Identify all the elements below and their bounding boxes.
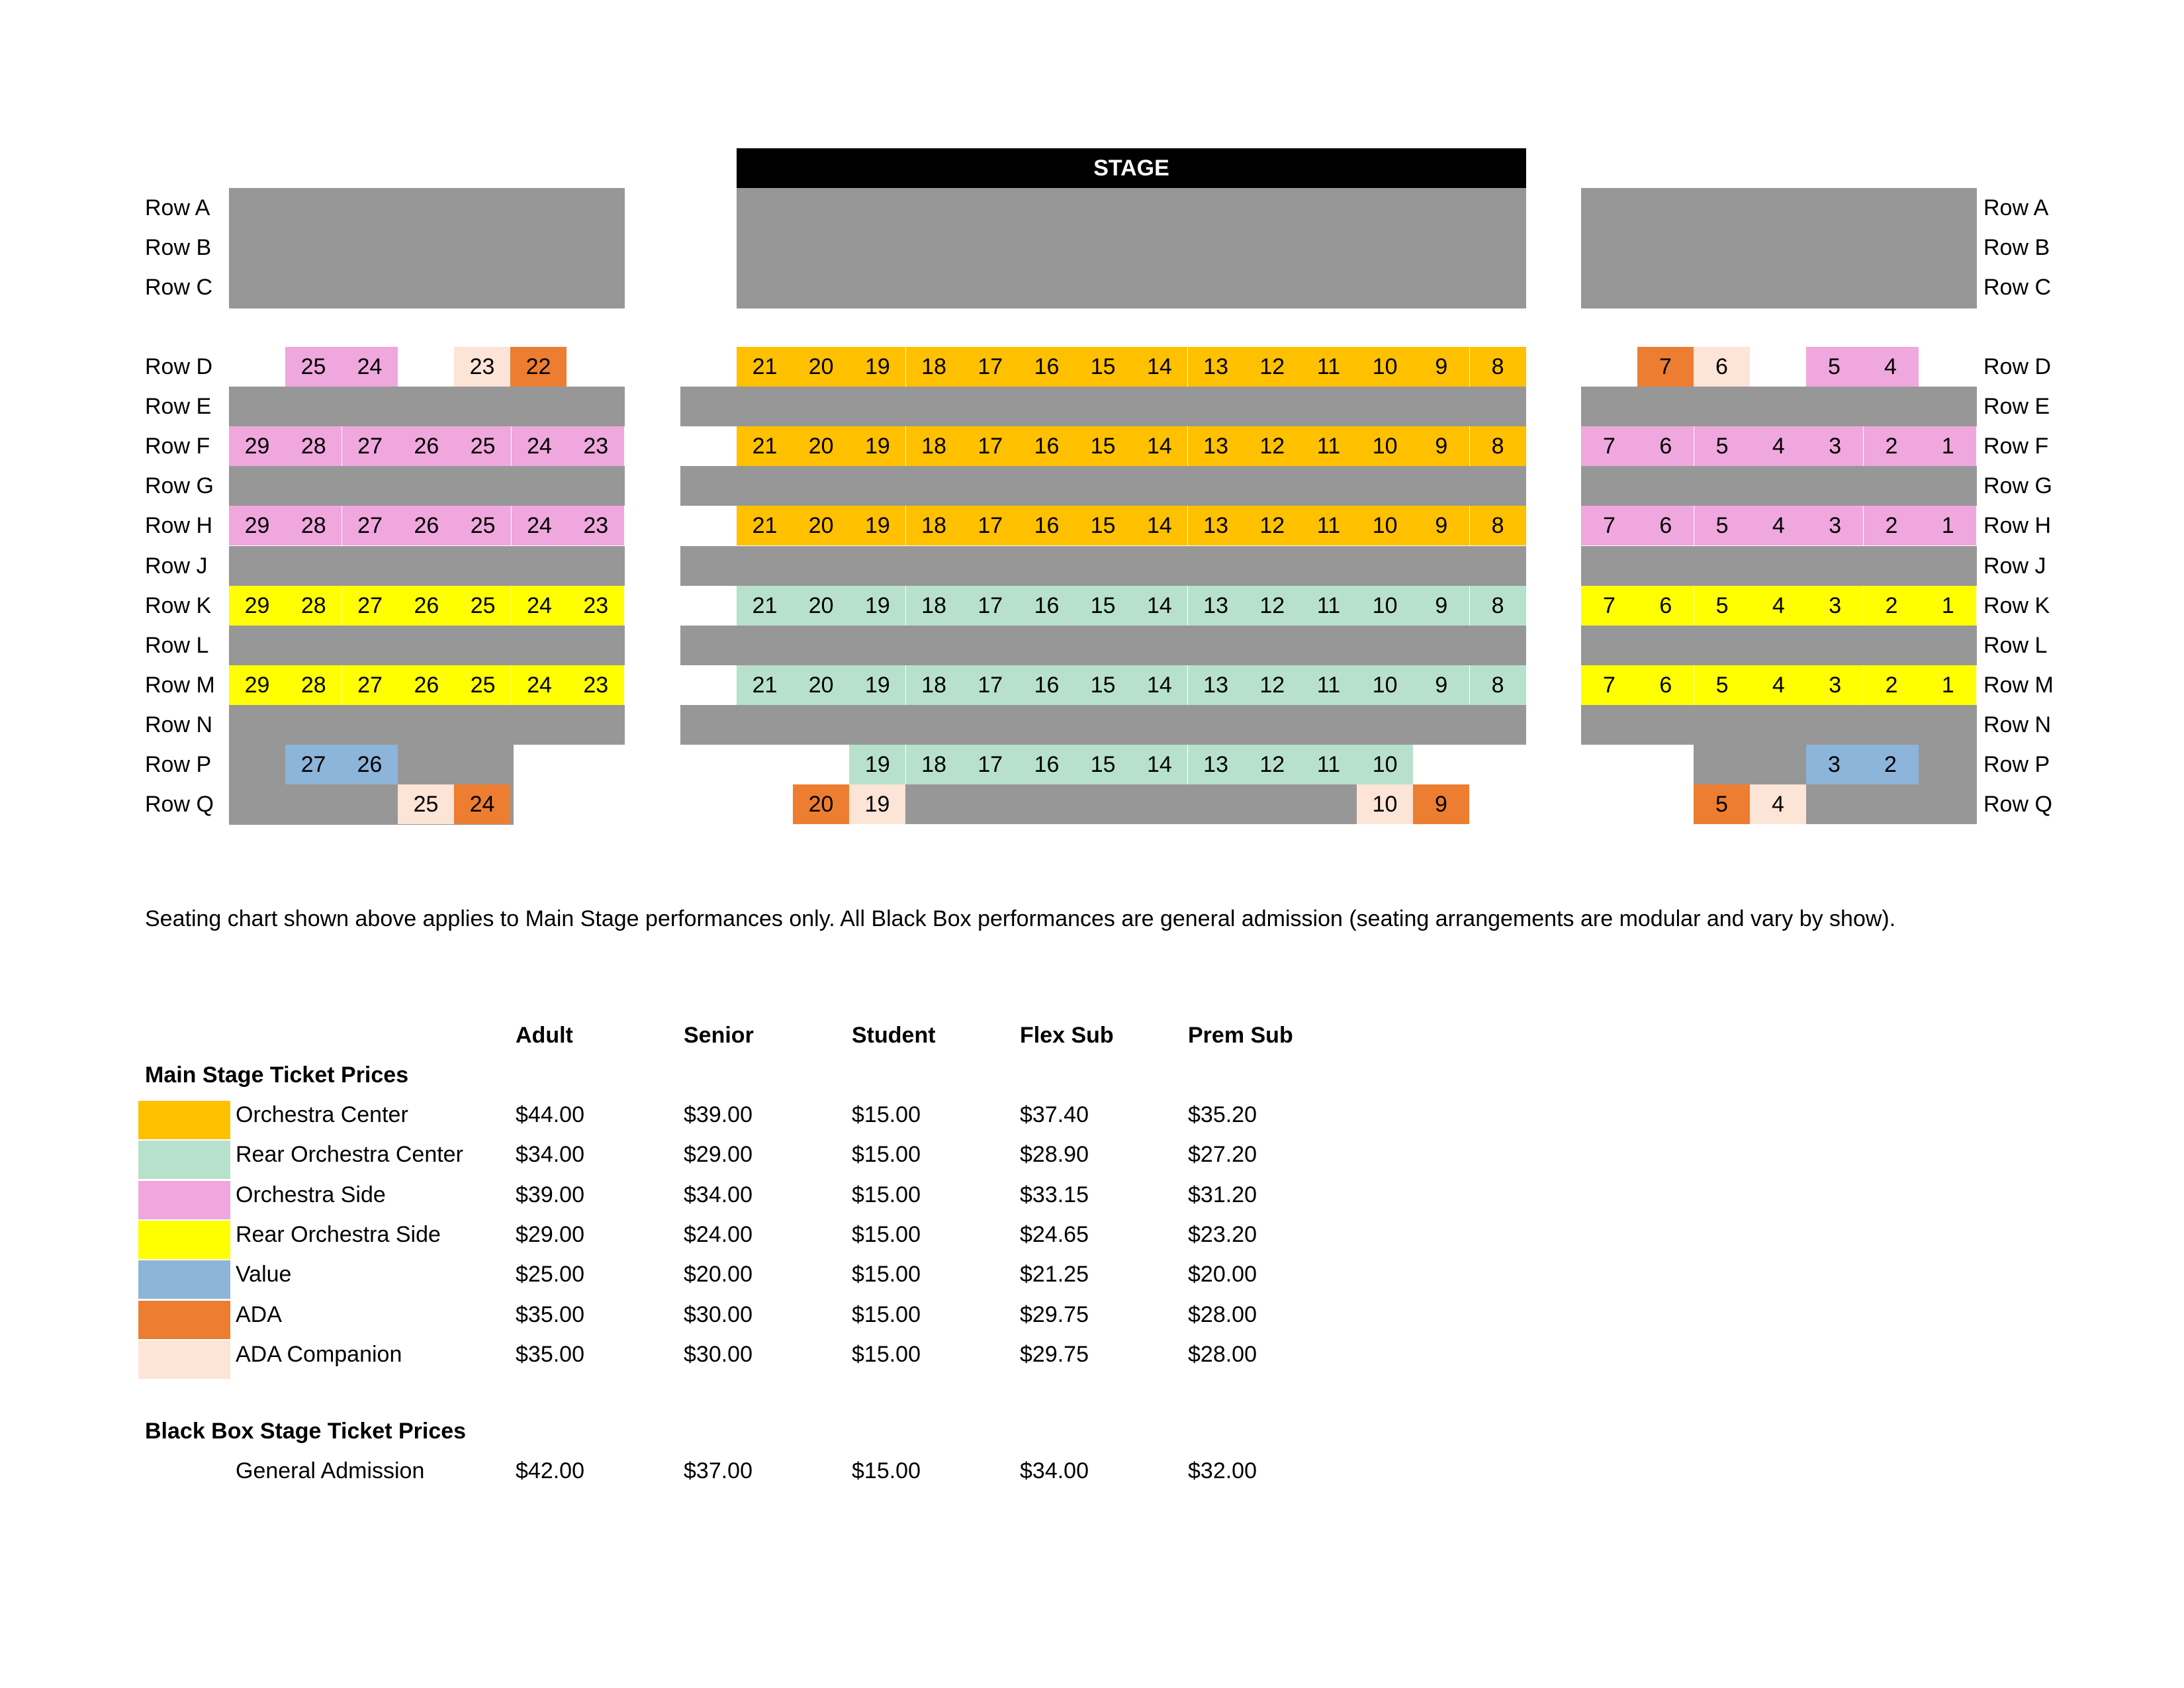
unavailable-block [680,546,1526,586]
seat: 19 [849,506,905,545]
seat: 25 [455,586,511,626]
legend-swatch [138,1141,230,1179]
seat: 11 [1300,506,1357,545]
price-category-name: Orchestra Center [236,1102,408,1127]
price-cell: $30.00 [684,1301,752,1327]
price-cell: $39.00 [516,1182,584,1207]
seat: 22 [510,347,567,387]
price-cell: $33.15 [1020,1182,1089,1207]
row-label-left: Row B [145,234,212,260]
seat: 17 [962,506,1019,545]
price-category-name: Rear Orchestra Side [236,1221,441,1247]
seat: 28 [285,586,341,626]
price-cell: $29.00 [684,1142,752,1168]
seat: 28 [285,426,341,466]
seat: 29 [229,506,285,545]
header-senior: Senior [684,1023,754,1048]
seat: 14 [1131,665,1187,705]
seat: 21 [737,586,793,626]
seat: 26 [398,426,455,466]
seat: 8 [1470,506,1526,545]
price-cell: $20.00 [684,1262,752,1288]
seat: 16 [1019,506,1075,545]
seat: 2 [1864,426,1920,466]
seat: 3 [1807,665,1863,705]
price-category-name: Value [236,1262,292,1288]
seat: 13 [1188,347,1244,387]
seat: 12 [1244,665,1300,705]
seat: 24 [341,347,398,387]
seat: 29 [229,426,285,466]
seat: 15 [1075,586,1131,626]
seat: 14 [1131,506,1187,545]
row-label-right: Row G [1983,473,2052,498]
price-cell: $35.00 [516,1301,584,1327]
price-cell: $29.00 [516,1221,584,1247]
unavailable-block [1581,188,1977,308]
seat: 26 [398,586,455,626]
row-label-left: Row P [145,751,212,777]
main-stage-title: Main Stage Ticket Prices [145,1062,409,1088]
legend-swatch [138,1260,230,1299]
seat: 23 [454,347,510,387]
price-cell: $24.65 [1020,1221,1089,1247]
seat: 17 [962,665,1019,705]
unavailable-block [737,188,1526,308]
price-cell: $15.00 [852,1221,921,1247]
price-cell: $30.00 [684,1341,752,1367]
seat: 8 [1470,586,1526,626]
seat: 27 [285,745,341,784]
price-category-name: Orchestra Side [236,1182,386,1207]
seat: 15 [1075,665,1131,705]
seat: 18 [906,586,962,626]
seat: 16 [1019,426,1075,466]
seat: 17 [962,586,1019,626]
seat: 28 [285,665,341,705]
seat: 26 [398,665,455,705]
seat: 12 [1244,506,1300,545]
unavailable-block [1581,387,1977,426]
seat: 6 [1694,347,1750,387]
row-label-left: Row C [145,274,213,300]
row-label-right: Row Q [1983,791,2052,817]
seat: 3 [1806,745,1862,784]
row-label-left: Row M [145,672,215,698]
seat: 3 [1807,506,1863,545]
price-cell: $42.00 [516,1458,584,1483]
price-cell: $27.20 [1188,1142,1257,1168]
row-label-left: Row L [145,632,209,658]
header-prem-sub: Prem Sub [1188,1023,1293,1048]
seat: 26 [398,506,455,545]
seat: 26 [341,745,398,784]
unavailable-block [229,466,625,506]
row-label-right: Row D [1983,353,2052,379]
seat: 21 [737,347,793,387]
seat: 27 [342,426,398,466]
seat: 18 [906,745,962,784]
seat: 9 [1413,506,1469,545]
seat: 2 [1864,506,1920,545]
black-box-title: Black Box Stage Ticket Prices [145,1419,467,1444]
unavailable-block [229,188,625,308]
price-cell: $37.00 [684,1458,752,1483]
unavailable-block [229,387,625,426]
seat: 1 [1920,426,1976,466]
seat: 9 [1413,426,1469,466]
seat: 15 [1075,347,1131,387]
seat: 23 [568,586,624,626]
seat: 18 [906,426,962,466]
seat: 4 [1751,506,1807,545]
seat: 4 [1750,784,1806,824]
seat: 25 [398,784,454,824]
seat: 14 [1131,745,1187,784]
unavailable-block [1581,626,1977,665]
price-cell: $34.00 [684,1182,752,1207]
row-label-left: Row K [145,592,212,618]
seat: 18 [906,347,962,387]
price-category-name: ADA Companion [236,1341,402,1367]
price-cell: $29.75 [1020,1301,1089,1327]
price-cell: $32.00 [1188,1458,1257,1483]
seat: 6 [1637,665,1694,705]
seat: 5 [1694,586,1751,626]
seat: 10 [1357,426,1413,466]
header-flex-sub: Flex Sub [1020,1023,1114,1048]
price-cell: $15.00 [852,1182,921,1207]
price-cell: $29.75 [1020,1341,1089,1367]
seat: 12 [1244,426,1300,466]
unavailable-block [680,626,1526,665]
seat: 25 [455,506,511,545]
seat: 2 [1862,745,1919,784]
seat: 18 [906,506,962,545]
seat: 6 [1637,506,1694,545]
seat: 19 [849,347,905,387]
price-category-name: General Admission [236,1458,425,1483]
price-cell: $15.00 [852,1341,921,1367]
price-cell: $24.00 [684,1221,752,1247]
seat: 14 [1131,586,1187,626]
row-label-left: Row A [145,195,210,220]
seat: 6 [1637,586,1694,626]
seat: 25 [455,665,511,705]
unavailable-block [229,546,625,586]
seat: 10 [1357,506,1413,545]
seat: 3 [1807,426,1863,466]
unavailable-block [1581,705,1977,745]
seat: 13 [1188,665,1244,705]
unavailable-block [680,387,1526,426]
seat: 20 [793,665,849,705]
seat: 4 [1751,426,1807,466]
header-adult: Adult [516,1023,573,1048]
legend-swatch [138,1301,230,1339]
row-label-left: Row F [145,433,210,459]
seat: 7 [1581,426,1637,466]
price-category-name: ADA [236,1301,282,1327]
row-label-right: Row E [1983,393,2050,419]
seating-note: Seating chart shown above applies to Main Stage performances only. All Black Box performances are general admission (seating arrangements are modular and vary by show). [145,906,1896,931]
seat: 5 [1694,506,1751,545]
seat: 20 [793,586,849,626]
seat: 1 [1920,586,1976,626]
seat: 8 [1470,426,1526,466]
legend-swatch [138,1221,230,1259]
seat: 10 [1357,784,1413,824]
seat: 9 [1413,784,1469,824]
unavailable-block [1694,745,1806,784]
seat: 11 [1300,586,1357,626]
seat: 10 [1357,347,1413,387]
seat: 15 [1075,506,1131,545]
seat: 24 [454,784,510,824]
seat: 16 [1019,347,1075,387]
price-cell: $15.00 [852,1142,921,1168]
price-category-name: Rear Orchestra Center [236,1142,463,1168]
unavailable-block [1581,466,1977,506]
seat: 10 [1357,586,1413,626]
price-cell: $35.00 [516,1341,584,1367]
row-label-left: Row J [145,553,208,579]
seat: 13 [1188,426,1244,466]
seat: 8 [1470,665,1526,705]
seat: 7 [1581,665,1637,705]
seat: 25 [455,426,511,466]
stage-banner: STAGE [737,148,1526,188]
seat: 13 [1188,586,1244,626]
seat: 13 [1188,506,1244,545]
seat: 16 [1019,745,1075,784]
seat: 20 [793,347,849,387]
seat: 9 [1413,347,1469,387]
seat: 17 [962,745,1019,784]
seat: 19 [849,426,905,466]
seat: 21 [737,665,793,705]
seat: 19 [849,745,905,784]
price-cell: $23.20 [1188,1221,1257,1247]
unavailable-block [905,784,1357,824]
seat: 19 [849,665,905,705]
row-label-left: Row H [145,512,213,538]
seat: 14 [1131,347,1187,387]
seat: 3 [1807,586,1863,626]
legend-swatch [138,1340,230,1379]
price-cell: $20.00 [1188,1262,1257,1288]
row-label-right: Row C [1983,274,2052,300]
price-cell: $28.00 [1188,1301,1257,1327]
seat: 9 [1413,586,1469,626]
seat: 28 [285,506,341,545]
seat: 2 [1864,586,1920,626]
price-cell: $15.00 [852,1102,921,1127]
seat: 20 [793,426,849,466]
row-label-right: Row B [1983,234,2050,260]
seat: 24 [512,426,568,466]
seat: 9 [1413,665,1469,705]
row-label-left: Row D [145,353,213,379]
row-label-right: Row F [1983,433,2049,459]
row-label-left: Row Q [145,791,214,817]
seat: 29 [229,586,285,626]
seat: 1 [1920,665,1976,705]
seat: 23 [568,506,624,545]
seat: 4 [1751,586,1807,626]
seat: 5 [1694,784,1750,824]
header-student: Student [852,1023,936,1048]
price-cell: $15.00 [852,1301,921,1327]
seat: 21 [737,426,793,466]
price-cell: $28.00 [1188,1341,1257,1367]
seat: 20 [793,784,849,824]
seat: 20 [793,506,849,545]
seat: 15 [1075,745,1131,784]
unavailable-block [1806,784,1977,824]
row-label-left: Row G [145,473,214,498]
seat: 4 [1862,347,1919,387]
seat: 7 [1581,506,1637,545]
seat: 19 [849,586,905,626]
seat: 25 [285,347,341,387]
seat: 19 [849,784,905,824]
seat: 11 [1300,347,1357,387]
seat: 8 [1470,347,1526,387]
seat: 1 [1920,506,1976,545]
seat: 6 [1637,426,1694,466]
seat: 27 [342,506,398,545]
price-cell: $31.20 [1188,1182,1257,1207]
seat: 21 [737,506,793,545]
price-cell: $39.00 [684,1102,752,1127]
seat: 24 [512,665,568,705]
seat: 27 [342,665,398,705]
seat: 24 [512,506,568,545]
seat: 7 [1581,586,1637,626]
seat: 11 [1300,426,1357,466]
unavailable-block [1581,546,1977,586]
row-label-right: Row N [1983,712,2052,737]
seat: 17 [962,347,1019,387]
price-cell: $34.00 [1020,1458,1089,1483]
seat: 17 [962,426,1019,466]
seat: 12 [1244,347,1300,387]
row-label-right: Row A [1983,195,2049,220]
seat: 5 [1694,426,1751,466]
seat: 12 [1244,745,1300,784]
seat: 11 [1300,665,1357,705]
seat: 29 [229,665,285,705]
legend-swatch [138,1181,230,1219]
price-cell: $21.25 [1020,1262,1089,1288]
unavailable-block [229,626,625,665]
unavailable-block [680,705,1526,745]
unavailable-block [1919,745,1977,784]
seat: 13 [1188,745,1244,784]
seat: 12 [1244,586,1300,626]
price-cell: $28.90 [1020,1142,1089,1168]
row-label-left: Row N [145,712,213,737]
price-cell: $15.00 [852,1262,921,1288]
seat: 5 [1694,665,1751,705]
seat: 23 [568,665,624,705]
seat: 5 [1806,347,1862,387]
seat: 7 [1637,347,1694,387]
seat: 2 [1864,665,1920,705]
seat: 11 [1300,745,1357,784]
row-label-right: Row P [1983,751,2050,777]
price-cell: $15.00 [852,1458,921,1483]
seat: 15 [1075,426,1131,466]
seat: 23 [568,426,624,466]
seat: 27 [342,586,398,626]
row-label-right: Row H [1983,512,2052,538]
seat: 10 [1357,665,1413,705]
seat: 4 [1751,665,1807,705]
legend-swatch [138,1101,230,1139]
seat: 16 [1019,665,1075,705]
price-cell: $44.00 [516,1102,584,1127]
row-label-right: Row K [1983,592,2050,618]
price-cell: $25.00 [516,1262,584,1288]
row-label-right: Row L [1983,632,2048,658]
unavailable-block [680,466,1526,506]
row-label-right: Row J [1983,553,2046,579]
row-label-left: Row E [145,393,212,419]
seat: 10 [1357,745,1413,784]
seat: 18 [906,665,962,705]
seat: 14 [1131,426,1187,466]
seat: 24 [512,586,568,626]
row-label-right: Row M [1983,672,2054,698]
price-cell: $35.20 [1188,1102,1257,1127]
price-cell: $37.40 [1020,1102,1089,1127]
seat: 16 [1019,586,1075,626]
unavailable-block [229,705,625,745]
price-cell: $34.00 [516,1142,584,1168]
